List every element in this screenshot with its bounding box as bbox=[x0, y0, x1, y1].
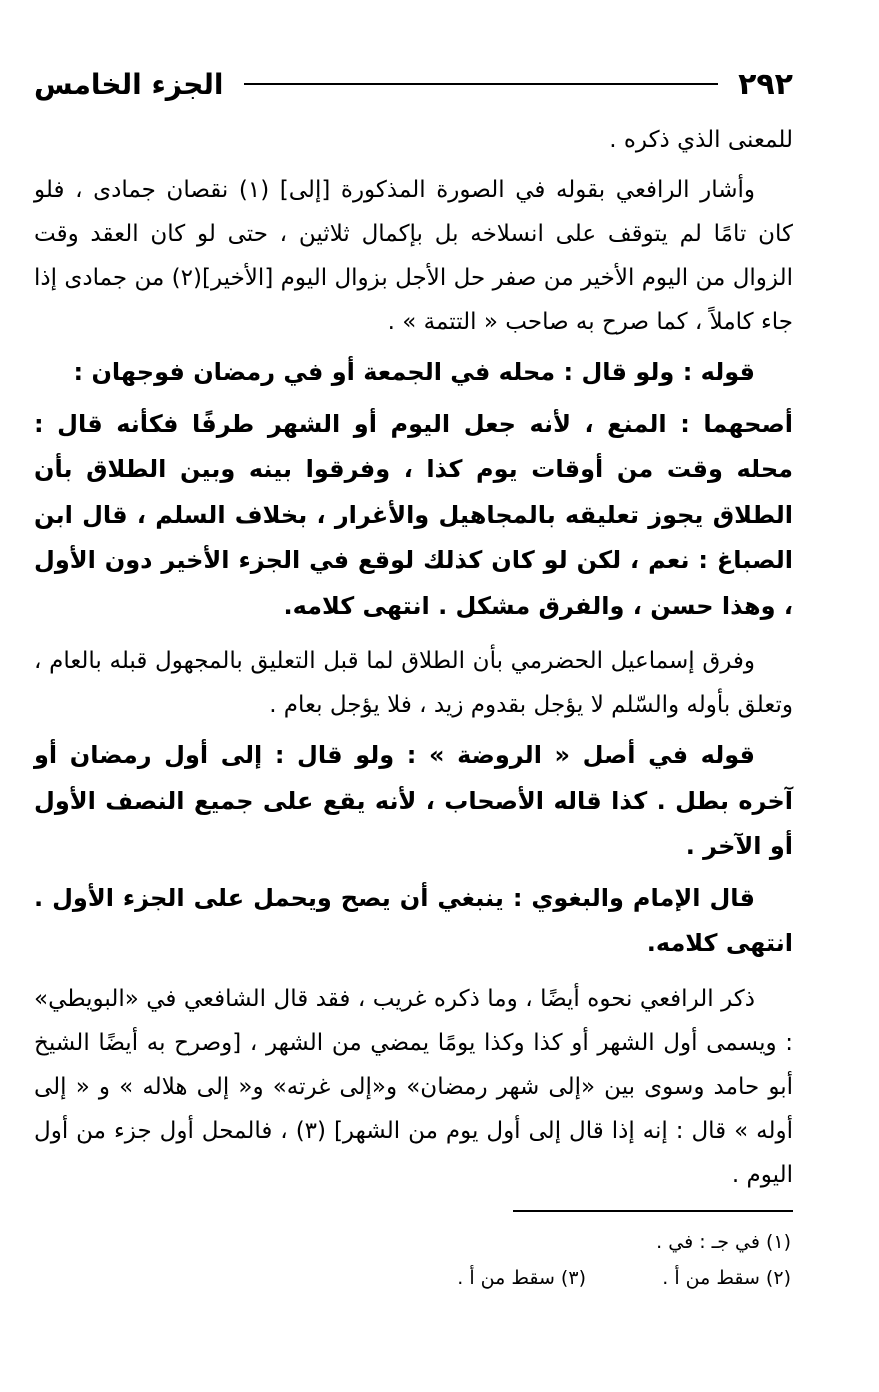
footnotes bbox=[191, 1224, 791, 1296]
paragraph-quote-rawdah: قوله في أصل « الروضة » : ولو قال : إلى أول رمضان أو آخره بطل . كذا قاله الأصحاب ، لأنه يقع على جميع النصف الأول أو الآخر . bbox=[34, 741, 793, 860]
footnote-row-1 bbox=[191, 1224, 791, 1260]
paragraph-ashahhuhuma: أصحهما : المنع ، لأنه جعل اليوم أو الشهر طرفًا فكأنه قال : محله وقت من أوقات يوم كذا ، وفرقوا بينه وبين الطلاق بأن الطلاق يجوز تعليقه بالمجاهيل والأغرار ، بخلاف السلم ، قال ابن الصباغ : نعم ، لكن لو كان كذلك لوقع في الجزء الأخير دون الأول ، وهذا حسن ، والفرق مشكل . انتهى كلامه. bbox=[34, 409, 793, 620]
page-body bbox=[34, 118, 793, 1197]
paragraph-quote-jumuah: قوله : ولو قال : محله في الجمعة أو في رمضان فوجهان : bbox=[73, 358, 755, 386]
paragraph-hadrami: وفرق إسماعيل الحضرمي بأن الطلاق لما قبل التعليق بالمجهول قبله بالعام ، وتعلق بأوله والسّلم لا يؤجل بقدوم زيد ، فلا يؤجل بعام . bbox=[34, 648, 793, 718]
footnote-1: (١) في جـ : في . bbox=[656, 1231, 791, 1253]
footnote-rule bbox=[513, 1210, 793, 1212]
page-header bbox=[34, 62, 793, 106]
footnote-2: (٢) سقط من أ . bbox=[662, 1267, 791, 1289]
header-rule bbox=[244, 83, 719, 85]
paragraph-rafii-note: وأشار الرافعي بقوله في الصورة المذكورة [إلى] (١) نقصان جمادى ، فلو كان تامًا لم يتوقف على انسلاخه بل بإكمال ثلاثين ، حتى لو كان العقد وقت الزوال من اليوم الأخير من صفر حل الأجل بزوال اليوم [الأخير](٢) من جمادى إذا جاء كاملاً ، كما صرح به صاحب « التتمة » . bbox=[34, 177, 793, 335]
paragraph-continuation: للمعنى الذي ذكره . bbox=[609, 127, 793, 153]
footnote-3: (٣) سقط من أ . bbox=[457, 1267, 586, 1289]
paragraph-shafii-buwayti: ذكر الرافعي نحوه أيضًا ، وما ذكره غريب ، فقد قال الشافعي في «البويطي» : ويسمى أول الشهر أو كذا وكذا يومًا يمضي من الشهر ، [وصرح به أيضًا الشيخ أبو حامد وسوى بين «إلى شهر رمضان» و«إلى غرته» و« إلى هلاله » و « إلى أوله » قال : إنه إذا قال إلى أول يوم من الشهر] (٣) ، فالمحل أول جزء من أول اليوم . bbox=[34, 985, 793, 1188]
paragraph-imam-baghawi: قال الإمام والبغوي : ينبغي أن يصح ويحمل على الجزء الأول . انتهى كلامه. bbox=[34, 883, 793, 957]
page-number: ٢٩٢ bbox=[738, 66, 793, 102]
part-title: الجزء الخامس bbox=[34, 67, 224, 101]
footnote-row-2 bbox=[191, 1260, 791, 1296]
